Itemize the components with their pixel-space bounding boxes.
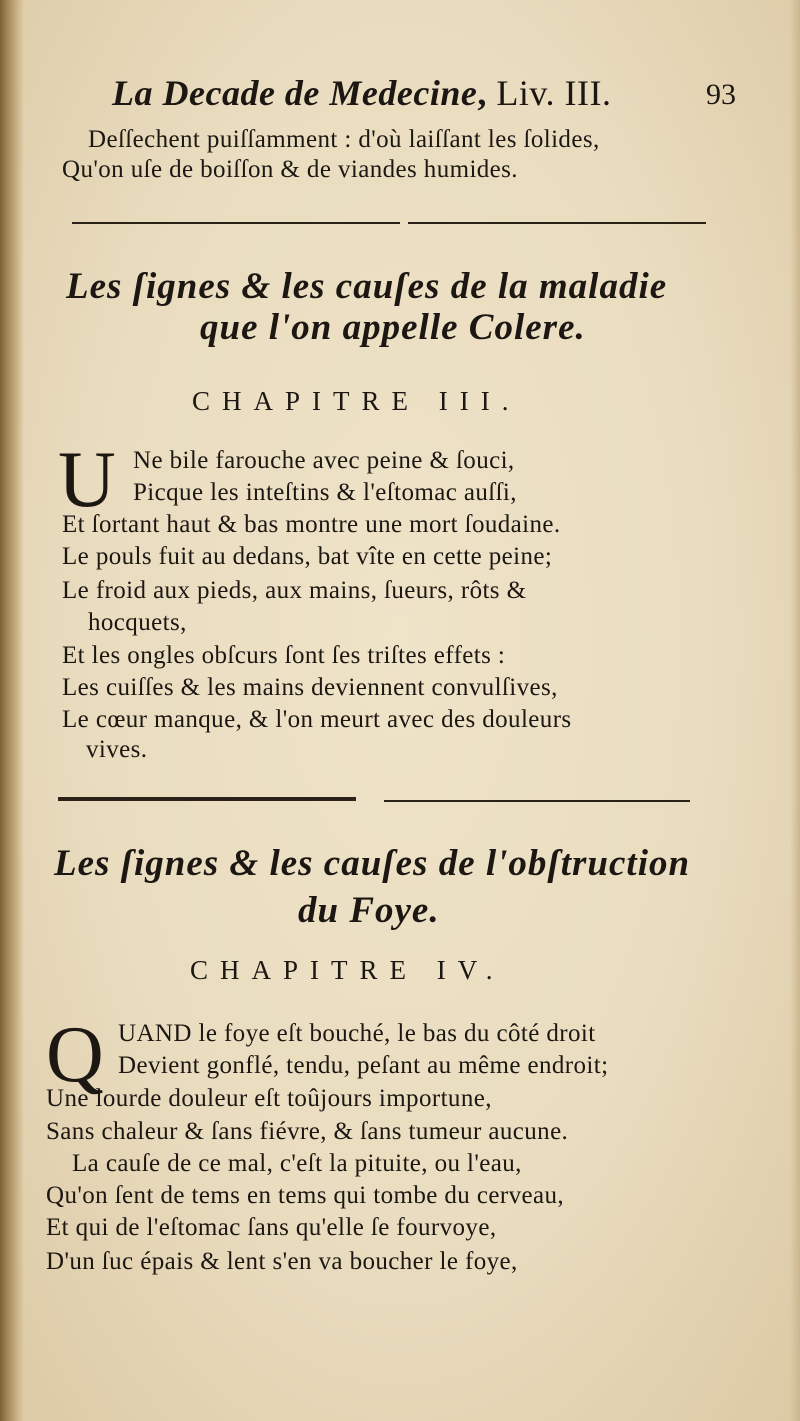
section-divider <box>58 797 356 801</box>
page-number: 93 <box>706 78 736 111</box>
section-title: Les ſignes & les cauſes de la maladie <box>66 266 668 307</box>
running-title <box>112 72 611 114</box>
verse-line: Devient gonflé, tendu, peſant au même endroit; <box>118 1052 609 1079</box>
verse-line: Le froid aux pieds, aux mains, ſueurs, rôts & <box>62 577 527 604</box>
verse-line: UAND le foye eſt bouché, le bas du côté droit <box>118 1020 596 1047</box>
page-binding-shadow <box>0 0 24 1421</box>
running-title-separator: , <box>477 73 487 113</box>
chapter-heading: CHAPITRE IV. <box>190 955 505 985</box>
section-divider <box>384 800 690 802</box>
drop-cap: U <box>58 436 116 524</box>
section-divider <box>72 222 400 224</box>
chapter-heading: CHAPITRE III. <box>192 386 521 416</box>
drop-cap: Q <box>46 1011 104 1099</box>
verse-line: hocquets, <box>88 609 187 636</box>
verse-line: Ne bile farouche avec peine & ſouci, <box>133 447 515 474</box>
verse-line: Et qui de l'eſtomac ſans qu'elle ſe fourvoye, <box>46 1214 497 1241</box>
verse-line: Et les ongles obſcurs ſont ſes triſtes effets : <box>62 642 506 669</box>
page-edge-shadow <box>790 0 800 1421</box>
running-header <box>112 72 742 124</box>
section-title: que l'on appelle Colere. <box>200 307 586 348</box>
verse-line: Et ſortant haut & bas montre une mort ſoudaine. <box>62 511 561 538</box>
verse-line: D'un ſuc épais & lent s'en va boucher le foye, <box>46 1248 518 1275</box>
book-number: Liv. III. <box>496 73 612 113</box>
section-title: Les ſignes & les cauſes de l'obſtruction <box>54 843 691 884</box>
running-title-text: La Decade de Medecine <box>112 73 478 113</box>
verse-line: Qu'on uſe de boiſſon & de viandes humides. <box>62 156 518 183</box>
verse-line: Le pouls fuit au dedans, bat vîte en cette peine; <box>62 543 553 570</box>
verse-line: La cauſe de ce mal, c'eſt la pituite, ou l'eau, <box>72 1150 522 1177</box>
section-divider <box>408 222 706 224</box>
verse-line: Les cuiſſes & les mains deviennent convulſives, <box>62 674 558 701</box>
verse-line: Picque les inteſtins & l'eſtomac auſſi, <box>133 479 517 506</box>
verse-line: Le cœur manque, & l'on meurt avec des douleurs <box>62 706 572 733</box>
verse-line: Qu'on ſent de tems en tems qui tombe du cerveau, <box>46 1182 565 1209</box>
verse-line: Une lourde douleur eſt toûjours importune, <box>46 1085 492 1112</box>
section-title: du Foye. <box>298 890 440 931</box>
verse-line: Deſſechent puiſſamment : d'où laiſſant les ſolides, <box>88 126 600 153</box>
verse-line: Sans chaleur & ſans fiévre, & ſans tumeur aucune. <box>46 1118 569 1145</box>
verse-line: vives. <box>86 736 148 763</box>
